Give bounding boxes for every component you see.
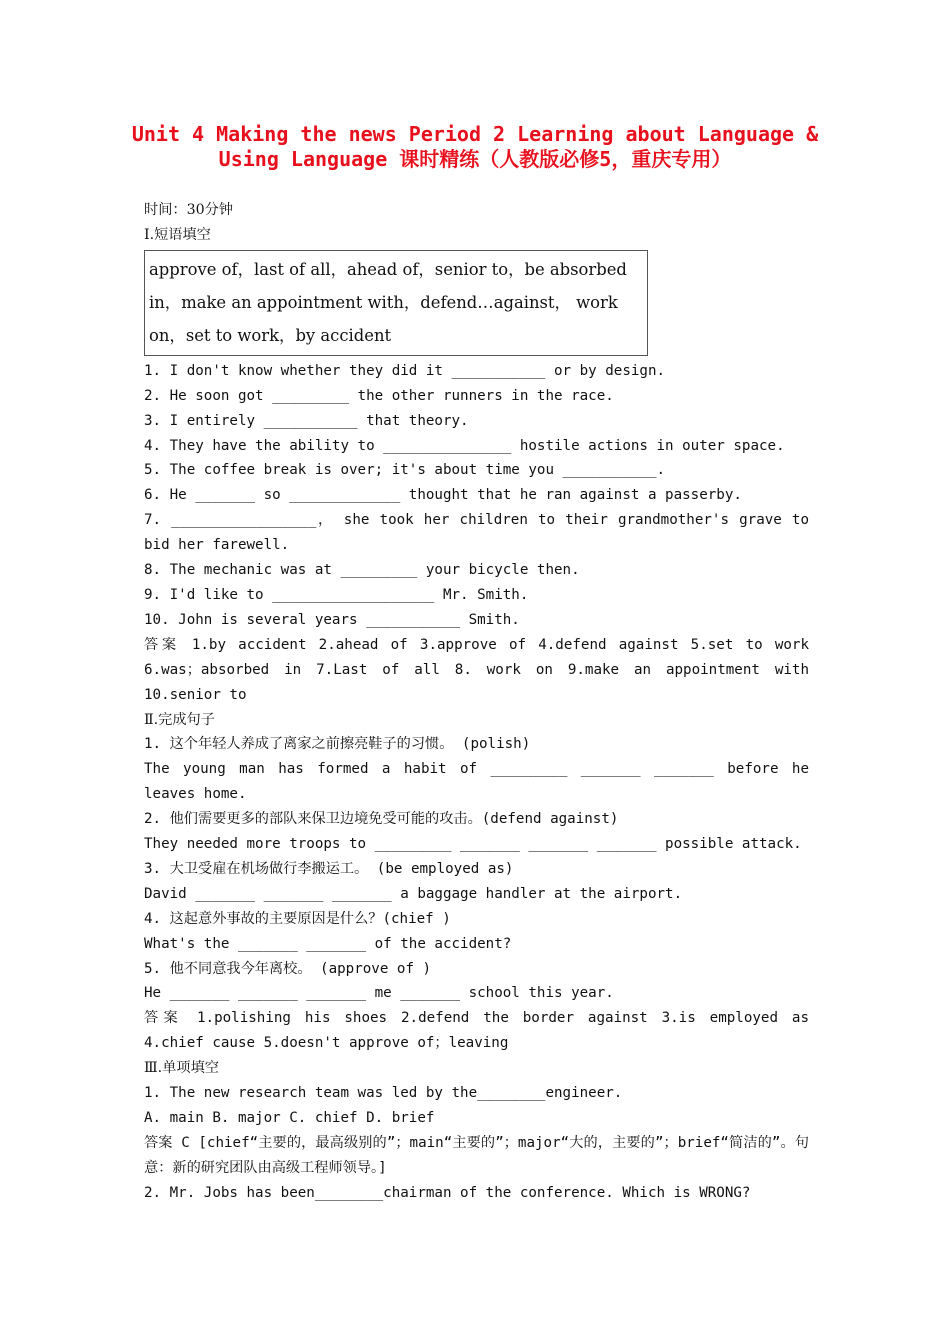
question: 4. They have the ability to _______________ hostile actions in outer space.: [144, 437, 785, 454]
chinese-prompt: 5. 他不同意我今年离校。 (approve of ): [144, 960, 432, 977]
question: 8. The mechanic was at _________ your bicycle then.: [144, 562, 580, 579]
title-line-2: Using Language 课时精练（人教版必修5，重庆专用）: [218, 147, 732, 171]
question: 5. The coffee break is over; it's about time you ___________.: [144, 462, 666, 479]
answer-key: 答案 1.polishing his shoes 2.defend the border against 3.is employed as 4.chief cause 5.doesn't approve of；leaving: [144, 1010, 809, 1052]
question: 3. I entirely ___________ that theory.: [144, 412, 469, 429]
english-sentence: David _______ _______ _______ a baggage handler at the airport.: [144, 885, 683, 902]
chinese-prompt: 1. 这个年轻人养成了离家之前擦亮鞋子的习惯。 (polish): [144, 736, 531, 753]
document-title: [60, 122, 890, 172]
chinese-prompt: 2. 他们需要更多的部队来保卫边境免受可能的攻击。(defend against): [144, 811, 619, 828]
section-3-heading: Ⅲ.单项填空: [144, 1060, 219, 1077]
english-sentence: He _______ _______ _______ me _______ school this year.: [144, 985, 614, 1002]
section-2-heading: Ⅱ.完成句子: [144, 711, 215, 728]
time-limit: 时间：30分钟: [144, 202, 233, 218]
question: 10. John is several years ___________ Smith.: [144, 611, 520, 628]
question: 2. He soon got _________ the other runners in the race.: [144, 387, 614, 404]
answer-key: 答案 C [chief“主要的，最高级别的”；main“主要的”；major“大的，主要的”；brief“简洁的”。句意：新的研究团队由高级工程师领导。]: [144, 1134, 809, 1176]
question: 6. He _______ so _____________ thought that he ran against a passerby.: [144, 487, 742, 504]
english-sentence: They needed more troops to _________ _______ _______ _______ possible attack.: [144, 836, 802, 853]
chinese-prompt: 3. 大卫受雇在机场做行李搬运工。 (be employed as): [144, 860, 514, 877]
question: 7. _________________， she took her children to their grandmother's grave to bid her farewell.: [144, 512, 809, 554]
question: 1. The new research team was led by the________engineer.: [144, 1085, 623, 1102]
question: 2. Mr. Jobs has been________chairman of the conference. Which is WRONG?: [144, 1184, 751, 1201]
answer-key: 答案 1.by accident 2.ahead of 3.approve of 4.defend against 5.set to work 6.was；absorbed in 7.Last of all 8. work on 9.make an appointment with 10.senior to: [144, 636, 809, 703]
english-sentence: What's the _______ _______ of the accident?: [144, 935, 512, 952]
title-line-1: Unit 4 Making the news Period 2 Learning about Language &: [131, 122, 819, 146]
phrase-bank-box: approve of，last of all，ahead of，senior to，be absorbed in，make an appointment with，defend…against， work on，set to work，by accident: [144, 250, 648, 356]
english-sentence: The young man has formed a habit of _________ _______ _______ before he leaves home.: [144, 761, 809, 803]
document-body: [144, 198, 809, 1206]
options: A. main B. major C. chief D. brief: [144, 1110, 435, 1126]
question: 1. I don't know whether they did it ___________ or by design.: [144, 362, 666, 379]
question: 9. I'd like to ___________________ Mr. Smith.: [144, 586, 529, 603]
section-1-heading: I.短语填空: [144, 226, 211, 243]
chinese-prompt: 4. 这起意外事故的主要原因是什么？(chief ): [144, 910, 451, 927]
